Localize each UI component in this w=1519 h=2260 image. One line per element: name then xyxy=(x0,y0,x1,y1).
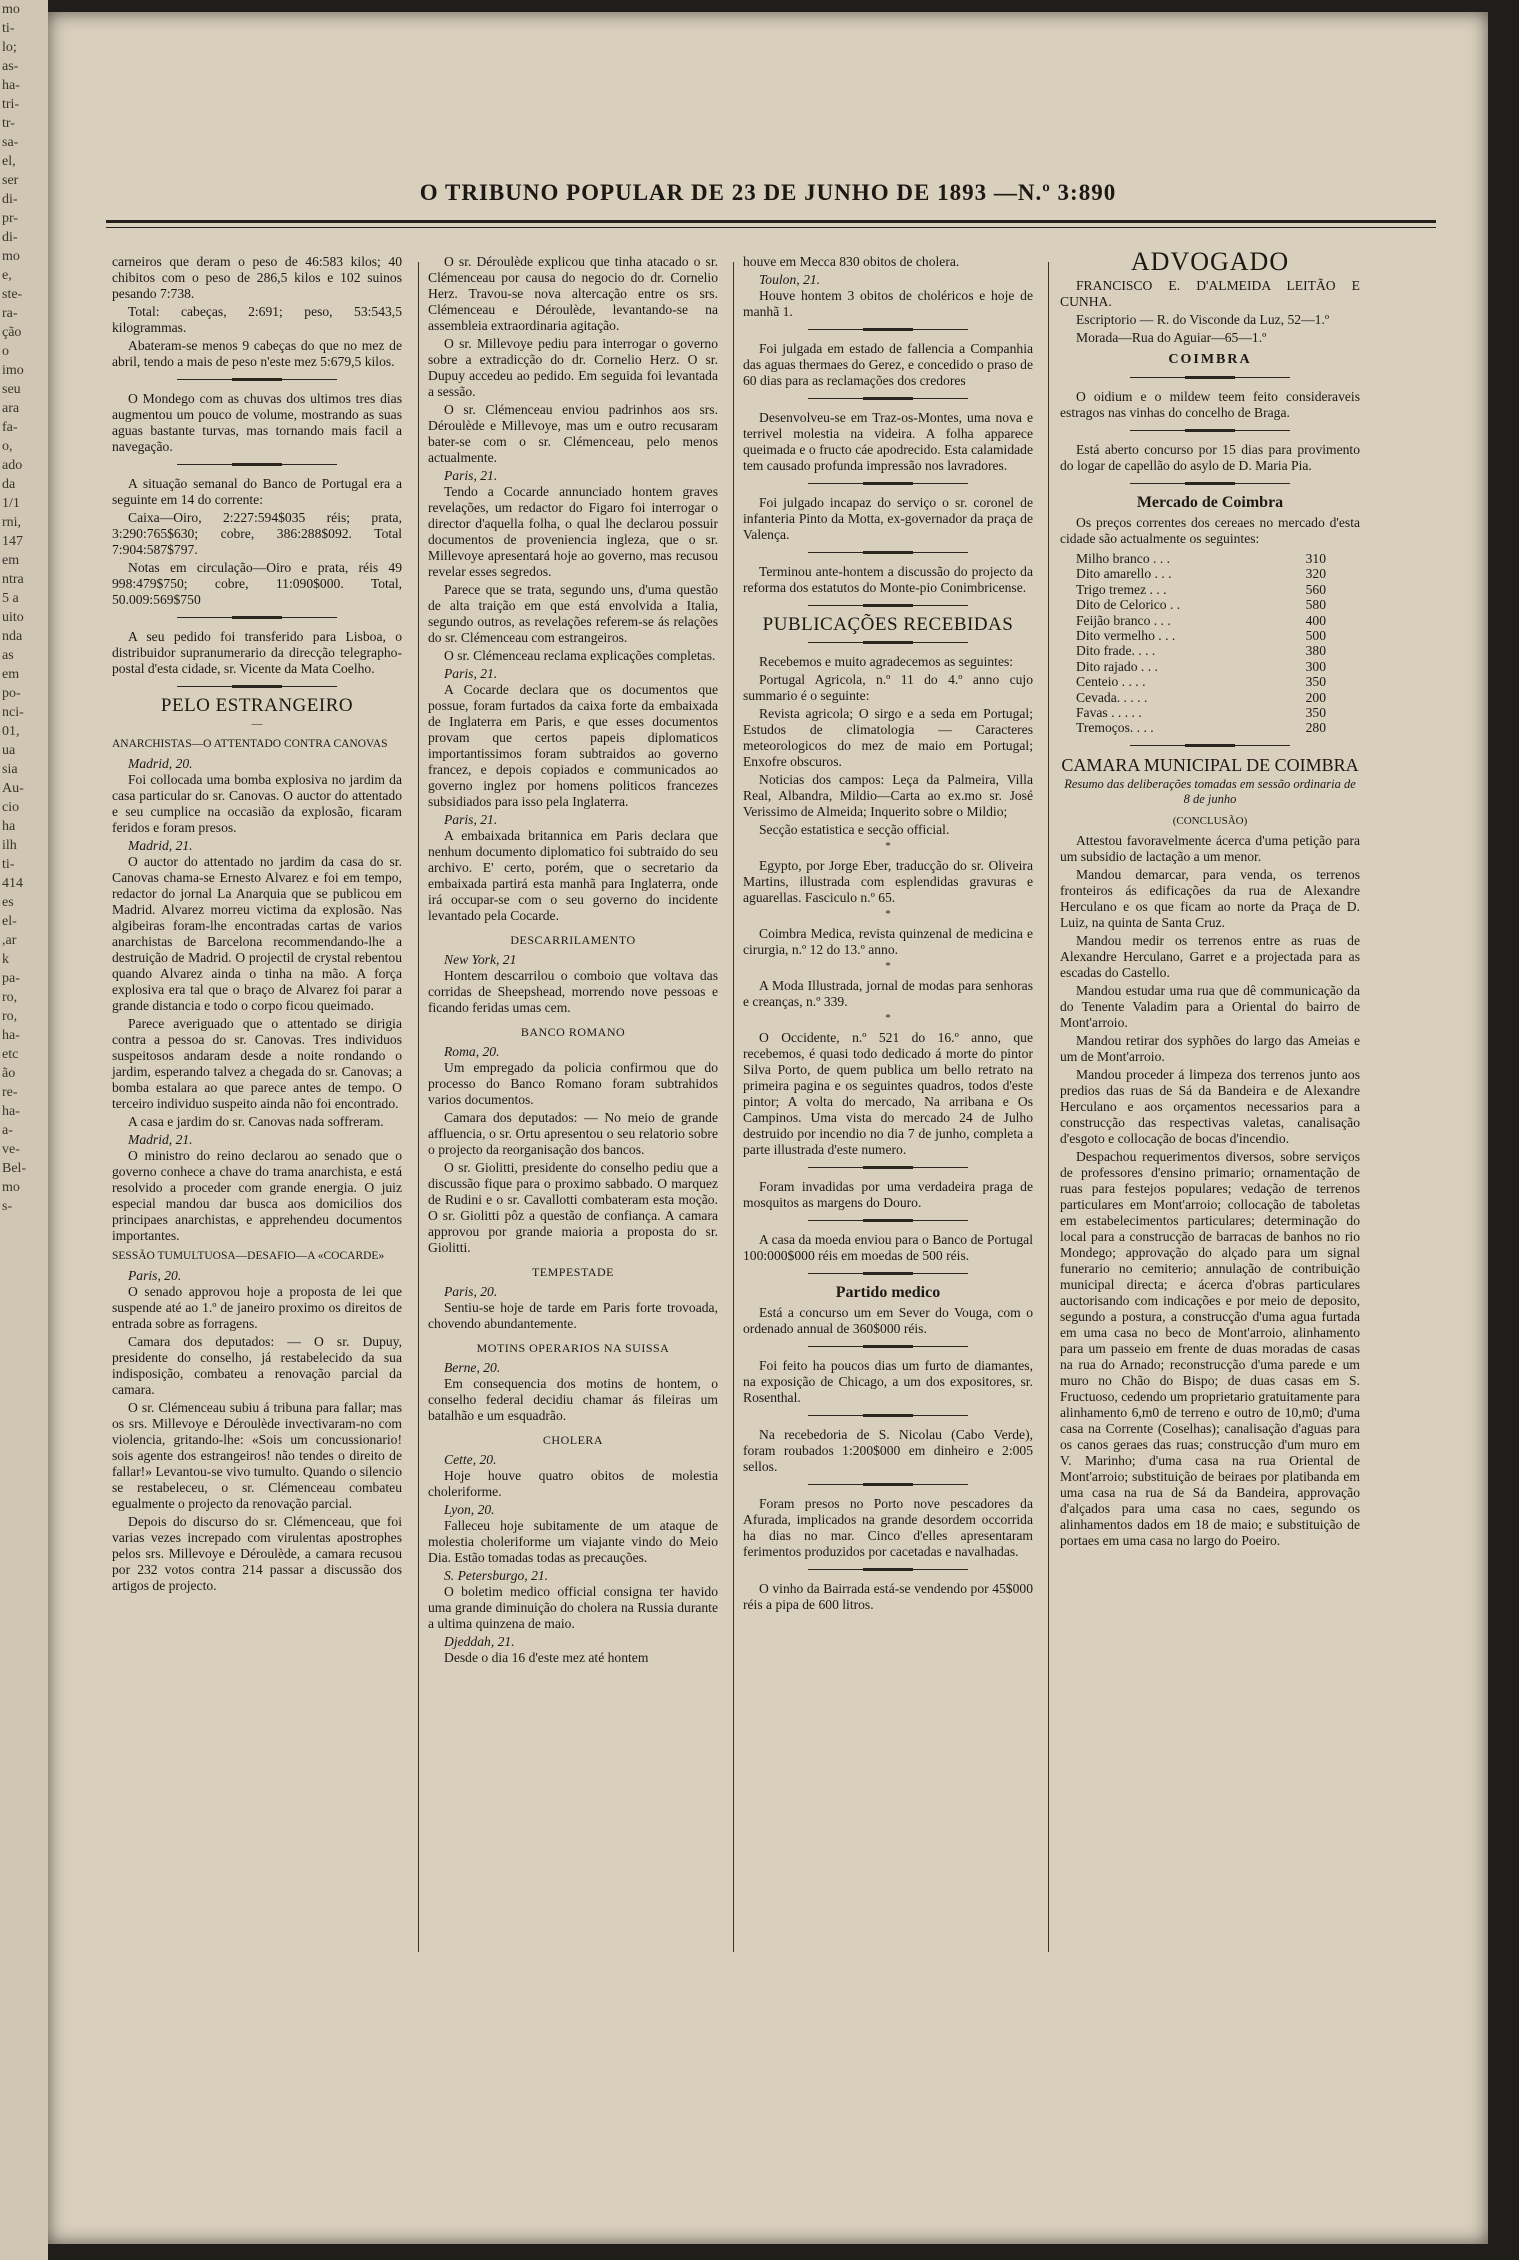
strip-fragment: ha- xyxy=(2,78,20,93)
price-row xyxy=(1076,613,1346,628)
dateline: Madrid, 21. xyxy=(128,1132,193,1147)
dateline: Toulon, 21. xyxy=(759,272,821,287)
paragraph: Portugal Agricola, n.º 11 do 4.º anno cujo summario é o seguinte: xyxy=(743,672,1033,703)
strip-fragment: as xyxy=(2,648,14,663)
dateline: Madrid, 21. xyxy=(128,838,193,853)
advert-city: COIMBRA xyxy=(1168,352,1252,367)
strip-fragment: o xyxy=(2,344,9,359)
separator xyxy=(1130,376,1290,379)
section-title: PELO ESTRANGEIRO xyxy=(160,695,354,716)
separator xyxy=(808,1166,968,1169)
strip-fragment: sia xyxy=(2,762,18,777)
ornament: * xyxy=(885,960,891,972)
price-item: Tremoços. . . . xyxy=(1076,720,1154,736)
paragraph: Noticias dos campos: Leça da Palmeira, Villa Real, Albandra, Mildio—Carta ao ex.mo sr. José Verissimo de Almeida; Inquerito sobre o Mildio; xyxy=(743,772,1033,819)
subheading: TEMPESTADE xyxy=(531,1265,615,1279)
price-row xyxy=(1076,597,1346,612)
section-subtitle: Resumo das deliberações tomadas em sessão ordinaria de 8 de junho xyxy=(1064,776,1356,806)
strip-fragment: ,ar xyxy=(2,933,17,948)
strip-fragment: el, xyxy=(2,154,16,169)
paragraph: carneiros que deram o peso de 46:583 kilos; 40 chibitos com o peso de 286,5 kilos e 102 suinos pesando 7:738. xyxy=(112,254,402,301)
paragraph: Depois do discurso do sr. Clémenceau, que foi varias vezes increpado com virulentas apostrophes pelos srs. Millevoye e Déroulède, a camara recusou por 232 votos contra 214 passar a discussão dos artigos de projecto. xyxy=(112,1514,402,1593)
paragraph: Na recebedoria de S. Nicolau (Cabo Verde), foram roubados 1:200$000 em dinheiro e 2:005 sellos. xyxy=(743,1427,1033,1474)
dateline: Madrid, 20. xyxy=(128,756,193,771)
paragraph: Secção estatistica e secção official. xyxy=(759,822,950,837)
strip-fragment: em xyxy=(2,553,20,568)
strip-fragment: es xyxy=(2,895,14,910)
paragraph: Camara dos deputados: — No meio de grande affluencia, o sr. Ortu apresentou o seu relatorio sobre o projecto da reorganisação dos bancos. xyxy=(428,1110,718,1157)
dateline: Paris, 21. xyxy=(444,666,498,681)
advert-title: ADVOGADO xyxy=(1130,247,1290,276)
dateline: Berne, 20. xyxy=(444,1360,501,1375)
strip-fragment: ha xyxy=(2,819,16,834)
strip-fragment: ti- xyxy=(2,857,15,872)
page-header: O TRIBUNO POPULAR DE 23 DE JUNHO DE 1893 —N.º 3:890 xyxy=(419,180,1117,205)
paragraph: Caixa—Oiro, 2:227:594$035 réis; prata, 3:290:765$630; cobre, 386:288$092. Total 7:904:587$797. xyxy=(112,510,402,557)
price-table xyxy=(1076,551,1346,736)
price-value: 280 xyxy=(1305,720,1326,736)
paragraph: houve em Mecca 830 obitos de cholera. xyxy=(743,254,960,269)
paragraph: Um empregado da policia confirmou que do processo do Banco Romano foram subtrahidos varios documentos. xyxy=(428,1060,718,1107)
paragraph: Coimbra Medica, revista quinzenal de medicina e cirurgia, n.º 12 do 13.º anno. xyxy=(743,926,1033,957)
section-title: Mercado de Coimbra xyxy=(1136,494,1284,511)
price-item: Dito frade. . . . xyxy=(1076,643,1156,659)
strip-fragment: o, xyxy=(2,439,13,454)
price-row xyxy=(1076,705,1346,720)
section-title: PUBLICAÇÕES RECEBIDAS xyxy=(762,614,1014,635)
paragraph: O senado approvou hoje a proposta de lei que suspende até ao 1.º de janeiro proximo os direitos de entrada sobre as forragens. xyxy=(112,1284,402,1331)
price-item: Dito vermelho . . . xyxy=(1076,628,1176,644)
price-value: 300 xyxy=(1305,658,1326,674)
paragraph: Desde o dia 16 d'este mez até hontem xyxy=(444,1650,649,1665)
price-row xyxy=(1076,674,1346,689)
section-title: CAMARA MUNICIPAL DE COIMBRA xyxy=(1061,754,1359,775)
strip-fragment: ser xyxy=(2,173,19,188)
paragraph: O sr. Déroulède explicou que tinha atacado o sr. Clémenceau por causa do negocio do dr. Cornelio Herz. Travou-se nova altercação entre os srs. Clémenceau e Déroulède, levantando-se na assembleia extraordinaria agitação. xyxy=(428,254,718,333)
strip-fragment: da xyxy=(2,477,16,492)
column-2 xyxy=(428,254,718,1668)
separator xyxy=(808,397,968,400)
paragraph: O sr. Millevoye pediu para interrogar o governo sobre a extradicção do dr. Cornelio Herz. O sr. Dupuy accedeu ao pedido. Em seguida foi levantada a sessão. xyxy=(428,336,718,399)
strip-fragment: ha- xyxy=(2,1028,20,1043)
newspaper-page xyxy=(48,12,1488,2244)
subheading: BANCO ROMANO xyxy=(520,1025,626,1039)
advert-office: Escriptorio — R. do Visconde da Luz, 52—1.º xyxy=(1076,312,1330,327)
price-item: Trigo tremez . . . xyxy=(1076,581,1167,597)
paragraph: O oidium e o mildew teem feito consideraveis estragos nas vinhas do concelho de Braga. xyxy=(1060,389,1360,420)
paragraph: Attestou favoravelmente ácerca d'uma petição para um subsidio de lactação a um menor. xyxy=(1060,832,1360,864)
column-divider xyxy=(733,262,734,1952)
price-item: Favas . . . . . xyxy=(1076,705,1142,721)
dateline: Djeddah, 21. xyxy=(444,1634,515,1649)
price-row xyxy=(1076,628,1346,643)
separator xyxy=(808,641,968,644)
paragraph: Mandou demarcar, para venda, os terrenos fronteiros ás edificações da rua de Alexandre Herculano e os que ficam ao norte da Praça de D. Luiz, na quinta de Santa Cruz. xyxy=(1060,866,1360,930)
separator xyxy=(177,378,337,381)
paragraph: Abateram-se menos 9 cabeças do que no mez de abril, tendo a mais de peso n'este mez 5:679,5 kilos. xyxy=(112,338,402,369)
subheading: DESCARRILAMENTO xyxy=(510,933,636,947)
column-3 xyxy=(743,254,1033,1615)
strip-fragment: fa- xyxy=(2,420,18,435)
paragraph: Foi julgada em estado de fallencia a Companhia das aguas thermaes do Gerez, e concedido o praso de 60 dias para as reclamações dos credores xyxy=(743,341,1033,388)
price-row xyxy=(1076,566,1346,581)
separator xyxy=(1130,429,1290,432)
ornament: * xyxy=(885,1012,891,1024)
strip-fragment: 01, xyxy=(2,724,20,739)
paragraph: A embaixada britannica em Paris declara que nenhum documento diplomatico foi subtraido do seu archivo. E' certo, porém, que o secretario da embaixada partirá esta manhã para Inglaterra, onde irá occupar-se com o seu governo do incidente levantado pela Cocarde. xyxy=(428,828,718,923)
strip-fragment: imo xyxy=(2,363,24,378)
separator xyxy=(808,328,968,331)
paragraph: Recebemos e muito agradecemos as seguintes: xyxy=(759,654,1014,669)
price-item: Dito rajado . . . xyxy=(1076,658,1158,674)
strip-fragment: Bel- xyxy=(2,1161,27,1176)
subheading: CHOLERA xyxy=(542,1433,604,1447)
price-item: Cevada. . . . . xyxy=(1076,689,1148,705)
paragraph: Tendo a Cocarde annunciado hontem graves revelações, um redactor do Figaro foi interrogar o director d'aquella folha, o qual lhe declarou possuir documentos de proveniencia ingleza, que o sr. Millevoye apresentará hoje ao governo, mas recusou revelar esses segredos. xyxy=(428,484,718,579)
price-value: 320 xyxy=(1305,566,1326,582)
strip-fragment: k xyxy=(2,952,9,967)
dateline: S. Petersburgo, 21. xyxy=(444,1568,549,1583)
paragraph: Foi collocada uma bomba explosiva no jardim da casa particular do sr. Canovas. O auctor do attentado e seu cumplice na occasião da explosão, ficaram feridos e foram presos. xyxy=(112,772,402,835)
price-row xyxy=(1076,720,1346,735)
advert-name: FRANCISCO E. D'ALMEIDA LEITÃO E CUNHA. xyxy=(1060,278,1360,309)
strip-fragment: re- xyxy=(2,1085,18,1100)
strip-fragment: sa- xyxy=(2,135,19,150)
paragraph: Houve hontem 3 obitos de choléricos e hoje de manhã 1. xyxy=(743,288,1033,319)
header-rule xyxy=(106,220,1436,228)
paragraph: Mandou retirar dos syphões do largo das Ameias e um de Mont'arroio. xyxy=(1060,1032,1360,1064)
separator xyxy=(808,1345,968,1348)
price-row xyxy=(1076,551,1346,566)
separator xyxy=(808,482,968,485)
dateline: Paris, 20. xyxy=(128,1268,182,1283)
paragraph: Hoje houve quatro obitos de molestia choleriforme. xyxy=(428,1468,718,1499)
strip-fragment: ste- xyxy=(2,287,23,302)
price-value: 580 xyxy=(1305,597,1326,613)
strip-fragment: cio xyxy=(2,800,20,815)
column-divider xyxy=(1048,262,1049,1952)
paragraph: A Moda Illustrada, jornal de modas para senhoras e creanças, n.º 339. xyxy=(743,978,1033,1009)
paragraph: Está a concurso um em Sever do Vouga, com o ordenado annual de 360$000 réis. xyxy=(743,1305,1033,1336)
dateline: New York, 21 xyxy=(444,952,517,967)
separator xyxy=(808,1414,968,1417)
subheading: ANARCHISTAS—O ATTENTADO CONTRA CANOVAS xyxy=(112,738,388,750)
strip-fragment: tri- xyxy=(2,97,20,112)
paragraph: Mandou proceder á limpeza dos terrenos junto aos predios das ruas de Sá da Bandeira e de Alexandre Herculano e aos orçamentos necessarios para a construcção das respectivas valetas, canalisação d'esgoto e collocação de bocas d'incendio. xyxy=(1060,1066,1360,1146)
strip-fragment: ado xyxy=(2,458,23,473)
paragraph: Está aberto concurso por 15 dias para provimento do logar de capellão do asylo de D. Maria Pia. xyxy=(1060,442,1360,473)
separator xyxy=(808,1272,968,1275)
paragraph: Notas em circulação—Oiro e prata, réis 49 998:479$750; cobre, 11:090$000. Total, 50.009:569$750 xyxy=(112,560,402,607)
price-value: 560 xyxy=(1305,581,1326,597)
paragraph: Sentiu-se hoje de tarde em Paris forte trovoada, chovendo abundantemente. xyxy=(428,1300,718,1331)
dateline: Cette, 20. xyxy=(444,1452,497,1467)
paragraph: Revista agricola; O sirgo e a seda em Portugal; Estudos de climatologia — Caracteres meteorologicos do mez de maio em Portugal; Enxofre obscuros. xyxy=(743,706,1033,769)
paragraph: Parece averiguado que o attentado se dirigia contra a pessoa do sr. Canovas. Tres individuos suspeitosos andaram desde a noite rondando o jardim, esperando talvez a chegada do sr. Canovas; a bomba estalara ao que parece antes de tempo. O terceiro individuo suspeito ainda não foi encontrado. xyxy=(112,1016,402,1111)
paragraph: Foram invadidas por uma verdadeira praga de mosquitos as margens do Douro. xyxy=(743,1179,1033,1210)
separator xyxy=(808,1483,968,1486)
paragraph: O Mondego com as chuvas dos ultimos tres dias augmentou um pouco de volume, mostrando as suas aguas bastante turvas, mas tornando mais facil a navegação. xyxy=(112,391,402,454)
paragraph: O vinho da Bairrada está-se vendendo por 45$000 réis a pipa de 600 litros. xyxy=(743,1581,1033,1612)
price-item: Dito de Celorico . . xyxy=(1076,597,1181,613)
strip-fragment: nda xyxy=(2,629,23,644)
strip-fragment: e, xyxy=(2,268,12,283)
separator xyxy=(1130,482,1290,485)
paragraph: O sr. Clémenceau subiu á tribuna para fallar; mas os srs. Millevoye e Déroulède invectivaram-no com violencia, gritando-lhe: «Sois um concussionario! sois agente dos estrangeiros! não tendes o direito de fallar!» Levantou-se vivo tumulto. Quando o silencio se restabeleceu, o sr. Clémenceau combateu egualmente o projecto da renovação parcial. xyxy=(112,1400,402,1511)
ornament: * xyxy=(885,840,891,852)
paragraph: Parece que se trata, segundo uns, d'uma questão de alta traição em que está envolvida a Italia, segundo outros, as revelações referem-se ás relações do sr. Clémenceau com estrangeiros. xyxy=(428,582,718,645)
paragraph: Egypto, por Jorge Eber, traducção do sr. Oliveira Martins, illustrada com esplendidas gravuras e aguarellas. Fasciculo n.º 65. xyxy=(743,858,1033,905)
strip-fragment: di- xyxy=(2,230,18,245)
paragraph: O sr. Giolitti, presidente do conselho pediu que a discussão fique para o proximo sabbado. O marquez de Rudini e o sr. Cavallotti combateram esta moção. O sr. Giolitti pôz a questão de confiança. A camara approvou por grande maioria a proposta do sr. Giolitti. xyxy=(428,1160,718,1255)
strip-fragment: ro, xyxy=(2,990,18,1005)
price-row xyxy=(1076,643,1346,658)
strip-fragment: ção xyxy=(2,325,22,340)
separator xyxy=(1130,744,1290,747)
paragraph: A seu pedido foi transferido para Lisboa, o distribuidor supranumerario da direcção telegrapho-postal d'esta cidade, sr. Vicente da Mata Coelho. xyxy=(112,629,402,676)
strip-fragment: el- xyxy=(2,914,17,929)
paragraph: A Cocarde declara que os documentos que possue, foram furtados da caixa forte da embaixada de Inglaterra em Paris, e que esses documentos provam que certos papeis diplomaticos importantissimos foram subtraidos ao governo francez, e depois copiados e communicados ao governo inglez por homens politicos francezes subsidiados para isso pela Inglaterra. xyxy=(428,682,718,809)
separator xyxy=(177,463,337,466)
column-divider xyxy=(418,262,419,1952)
price-item: Centeio . . . . xyxy=(1076,674,1146,690)
price-value: 380 xyxy=(1305,643,1326,659)
strip-fragment: pa- xyxy=(2,971,20,986)
paragraph: A situação semanal do Banco de Portugal era a seguinte em 14 do corrente: xyxy=(112,476,402,507)
paragraph: Em consequencia dos motins de hontem, o conselho federal decidiu chamar ás fileiras um batalhão e um esquadrão. xyxy=(428,1376,718,1423)
strip-fragment: ha- xyxy=(2,1104,20,1119)
paragraph: A casa e jardim do sr. Canovas nada soffreram. xyxy=(128,1114,384,1129)
strip-fragment: 1/1 xyxy=(2,496,20,511)
strip-fragment: ilh xyxy=(2,838,17,853)
price-value: 350 xyxy=(1305,674,1326,690)
price-item: Feijão branco . . . xyxy=(1076,612,1171,628)
strip-fragment: s- xyxy=(2,1199,13,1214)
paragraph: A casa da moeda enviou para o Banco de Portugal 100:000$000 réis em moedas de 500 réis. xyxy=(743,1232,1033,1263)
strip-fragment: ara xyxy=(2,401,20,416)
dateline: Lyon, 20. xyxy=(444,1502,495,1517)
paragraph: Mandou medir os terrenos entre as ruas de Alexandre Herculano, Garret e a projectada para as escadas do Castello. xyxy=(1060,932,1360,980)
separator xyxy=(177,616,337,619)
paragraph: Foi feito ha poucos dias um furto de diamantes, na exposição de Chicago, a um dos expositores, sr. Rosenthal. xyxy=(743,1358,1033,1405)
separator xyxy=(808,551,968,554)
price-value: 350 xyxy=(1305,705,1326,721)
paragraph: Os preços correntes dos cereaes no mercado d'esta cidade são actualmente os seguintes: xyxy=(1060,515,1360,546)
separator xyxy=(808,1568,968,1571)
strip-fragment: etc xyxy=(2,1047,19,1062)
strip-fragment: rni, xyxy=(2,515,22,530)
strip-fragment: uito xyxy=(2,610,24,625)
strip-fragment: mo xyxy=(2,249,20,264)
separator xyxy=(808,1219,968,1222)
strip-fragment: ti- xyxy=(2,21,15,36)
strip-fragment: po- xyxy=(2,686,21,701)
price-item: Dito amarello . . . xyxy=(1076,566,1172,582)
price-value: 400 xyxy=(1305,612,1326,628)
dateline: Paris, 20. xyxy=(444,1284,498,1299)
price-value: 200 xyxy=(1305,689,1326,705)
strip-fragment: 147 xyxy=(2,534,23,549)
dateline: Paris, 21. xyxy=(444,468,498,483)
paragraph: Mandou estudar uma rua que dê communicação da do Tenente Valadim para a Oriental do bairro de Mont'arroio. xyxy=(1060,982,1360,1030)
dateline: Roma, 20. xyxy=(444,1044,500,1059)
strip-fragment: ro, xyxy=(2,1009,18,1024)
paragraph: Foram presos no Porto nove pescadores da Afurada, implicados na grande desordem occorrida ha dias no mar. Cinco d'elles apresentaram ferimentos produzidos por cacetadas e navalhadas. xyxy=(743,1496,1033,1559)
separator xyxy=(177,685,337,688)
subheading: SESSÃO TUMULTUOSA—DESAFIO—A «COCARDE» xyxy=(112,1250,385,1262)
paragraph: O sr. Clémenceau reclama explicações completas. xyxy=(444,648,716,663)
strip-fragment: mo xyxy=(2,2,20,17)
subheading: MOTINS OPERARIOS NA SUISSA xyxy=(476,1341,670,1355)
strip-fragment: ra- xyxy=(2,306,18,321)
strip-fragment: pr- xyxy=(2,211,19,226)
column-1 xyxy=(112,254,402,1596)
paragraph: O boletim medico official consigna ter havido uma grande diminuição do cholera na Russia durante a ultima quinzena de maio. xyxy=(428,1584,718,1631)
strip-fragment: ua xyxy=(2,743,16,758)
strip-fragment: a- xyxy=(2,1123,13,1138)
paragraph: Falleceu hoje subitamente de um ataque de molestia choleriforme um viajante vindo do Meio Dia. Estão tomadas todas as precauções. xyxy=(428,1518,718,1565)
price-row xyxy=(1076,690,1346,705)
price-row xyxy=(1076,582,1346,597)
strip-fragment: di- xyxy=(2,192,18,207)
strip-fragment: ntra xyxy=(2,572,24,587)
advert-home: Morada—Rua do Aguiar—65—1.º xyxy=(1076,330,1267,345)
strip-fragment: 414 xyxy=(2,876,23,891)
ornament: * xyxy=(885,908,891,920)
column-4 xyxy=(1060,247,1360,1551)
paragraph: O ministro do reino declarou ao senado que o governo conhece a chave do trama anarchista, e está resolvido a proceder com grande energia. O juiz especial mandou dar busca aos domicilios dos principaes anarchistas, e apprehendeu documentos importantes. xyxy=(112,1148,402,1243)
strip-fragment: mo xyxy=(2,1180,20,1195)
dateline: Paris, 21. xyxy=(444,812,498,827)
strip-fragment: ve- xyxy=(2,1142,20,1157)
paragraph: Hontem descarrilou o comboio que voltava das corridas de Sheepshead, morrendo nove pessoas e ficando feridas umas cem. xyxy=(428,968,718,1015)
strip-fragment: tr- xyxy=(2,116,15,131)
section-title: Partido medico xyxy=(835,1284,941,1301)
strip-fragment: as- xyxy=(2,59,19,74)
strip-fragment: seu xyxy=(2,382,21,397)
price-row xyxy=(1076,659,1346,674)
paragraph: Total: cabeças, 2:691; peso, 53:543,5 kilogrammas. xyxy=(112,304,402,335)
price-value: 500 xyxy=(1305,628,1326,644)
strip-fragment: lo; xyxy=(2,40,17,55)
continuation-note: (CONCLUSÃO) xyxy=(1172,814,1248,827)
paragraph: Desenvolveu-se em Traz-os-Montes, uma nova e terrivel molestia na videira. A folha apparece queimada e o fructo cáe apodrecido. Esta calamidade tem causado profunda impressão nos lavradores. xyxy=(743,410,1033,473)
price-value: 310 xyxy=(1305,551,1326,566)
paragraph: O Occidente, n.º 521 do 16.º anno, que recebemos, é quasi todo dedicado á morte do pintor Silva Porto, de quem publica um bello retrato na primeira pagina e os seguintes quadros, todos d'este pintor; A volta do mercado, Na arribana e Os Campinos. Uma vista do mercado 24 de Julho destruido por incendio no dia 7 de junho, completa a parte illustrada d'este numero. xyxy=(743,1030,1033,1157)
separator xyxy=(808,604,968,607)
strip-fragment: 5 a xyxy=(2,591,19,606)
paragraph: Terminou ante-hontem a discussão do projecto da reforma dos estatutos do Monte-pio Conimbricense. xyxy=(743,564,1033,595)
ornament: — xyxy=(251,718,263,730)
adjacent-page-strip xyxy=(0,0,48,2260)
paragraph: Foi julgado incapaz do serviço o sr. coronel de infanteria Pinto da Motta, ex-governador da praça de Valença. xyxy=(743,495,1033,542)
price-item: Milho branco . . . xyxy=(1076,551,1171,566)
strip-fragment: em xyxy=(2,667,20,682)
paragraph: O auctor do attentado no jardim da casa do sr. Canovas chama-se Ernesto Alvarez e foi em tempo, redactor do jornal La Anarquia que se publicou em Madrid. Alvarez morreu victima da explosão. Nas algibeiras foram-lhe encontradas cartas de varios anarchistas de Barcelona recommendando-lhe a destruição de Madrid. O projectil de crystal rebentou quando Alvarez ainda o tinha na mão. A força explosiva era tal que o braço de Alvarez foi parar a grande distancia e todo o corpo ficou queimado. xyxy=(112,854,402,1013)
strip-fragment: ão xyxy=(2,1066,16,1081)
strip-fragment: nci- xyxy=(2,705,24,720)
strip-fragment: Au- xyxy=(2,781,24,796)
paragraph: Camara dos deputados: — O sr. Dupuy, presidente do conselho, já restabelecido da sua indisposição, combateu a renovação parcial da camara. xyxy=(112,1334,402,1397)
paragraph: Despachou requerimentos diversos, sobre serviços de professores d'ensino primario; ornamentação de ruas para festejos populares; vedação de terrenos particulares em Mont'arroio; collocação de taboletas em estabelecimentos particulares; determinação do local para a construcção de barracas de banhos no rio Mondego; approvação do alçado para um signal funerario no cemiterio; annulação de contribuição municipal directa; e ácerca d'obras particulares auctorisando com indicações e por meio de deposito, segundo a postura, a construcção d'uma agua furtada em uma casa no beco de Mont'arroio, alinhamento para um passeio em frente de duas moradas de casas na rua do Arnado; reconstrucção d'uma parede e um muro no Chão do Bispo; de duas casas em S. Fructuoso, cedendo um proprietario gratuitamente para alinhamento 6,m0 de terreno e outro de 10,m0; d'uma casa na Corrente (Coselhas); canalisação d'aguas para os canos geraes das ruas; construcção d'um muro em V. Marinho; d'uma casa na rua Oriental de Mont'arroio; substituição de beiraes por platibanda em uma casa na rua de Sá da Bandeira, approvação d'alçados para uma casa no caes, segundo os alinhamentos dados em 18 de maio; e substituição de portaes em uma casa no largo do Poeiro. xyxy=(1060,1148,1360,1548)
paragraph: O sr. Clémenceau enviou padrinhos aos srs. Déroulède e Millevoye, mas um e outro recusaram bater-se com o sr. Clémenceau, pelo menos actualmente. xyxy=(428,402,718,465)
